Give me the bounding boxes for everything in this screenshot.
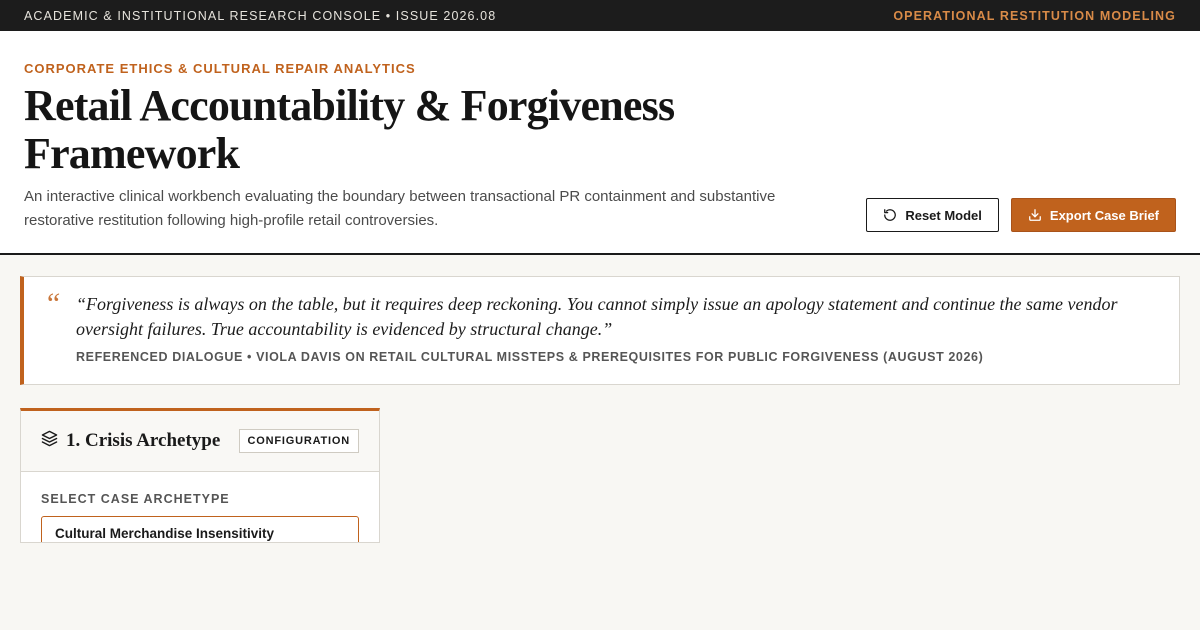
eyebrow-label: CORPORATE ETHICS & CULTURAL REPAIR ANALYTICS [24, 61, 416, 76]
case-archetype-label: SELECT CASE ARCHETYPE [41, 492, 230, 506]
case-archetype-select[interactable]: Cultural Merchandise Insensitivity [41, 516, 359, 543]
panel-header [21, 411, 379, 472]
layers-icon [41, 430, 58, 453]
page-header [0, 31, 1200, 255]
pull-quote [20, 276, 1180, 385]
page-subtitle: An interactive clinical workbench evaluating the boundary between transactional PR containment and substantive restorative restitution following high-profile retail controversies. [24, 188, 776, 229]
configuration-badge: CONFIGURATION [239, 429, 359, 453]
panel-title [41, 430, 220, 453]
page-title: Retail Accountability & Forgiveness Framework [24, 81, 675, 178]
top-bar [0, 0, 1200, 31]
refresh-icon [883, 208, 897, 222]
panel-title-text: 1. Crisis Archetype [66, 430, 221, 451]
panel-body [21, 472, 379, 543]
export-case-brief-button[interactable] [1011, 198, 1176, 232]
reset-model-button[interactable] [866, 198, 999, 232]
header-actions [866, 198, 1176, 232]
crisis-archetype-panel [20, 408, 380, 543]
download-icon [1028, 208, 1042, 222]
quote-text: “Forgiveness is always on the table, but it requires deep reckoning. You cannot simply issue an apology statement and continue the same vendor oversight failures. True accountability is evidenced by structural change.” [76, 294, 1118, 339]
module-label: OPERATIONAL RESTITUTION MODELING [893, 8, 1176, 23]
reset-model-label: Reset Model [905, 207, 982, 223]
quote-citation: REFERENCED DIALOGUE • VIOLA DAVIS ON RETAIL CULTURAL MISSTEPS & PREREQUISITES FOR PUBLIC FORGIVENESS (AUGUST 2026) [76, 350, 984, 364]
export-case-brief-label: Export Case Brief [1049, 207, 1159, 223]
quote-mark-icon: “ [44, 287, 61, 320]
console-issue-label: ACADEMIC & INSTITUTIONAL RESEARCH CONSOLE • ISSUE 2026.08 [24, 8, 497, 23]
